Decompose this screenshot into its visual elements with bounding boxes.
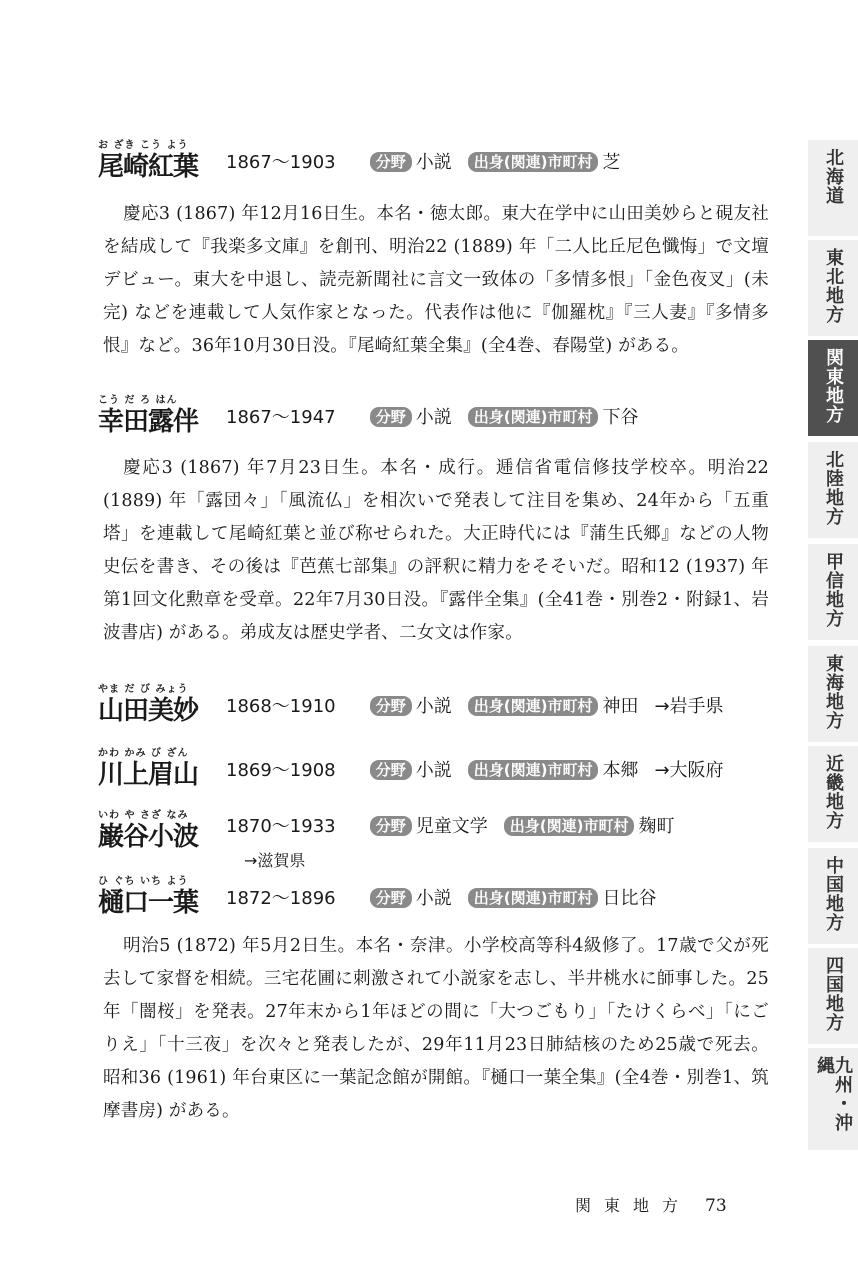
tab-tohoku[interactable]: 東北地方 [808, 240, 858, 338]
origin-tag: 出身(関連)市町村 [504, 816, 635, 836]
tab-kanto[interactable]: 関東地方 [808, 340, 858, 438]
author-name: 山田美妙 [98, 696, 199, 726]
field-tag: 分野 [370, 696, 412, 716]
field-tag: 分野 [370, 816, 412, 836]
name-ruby: かわ かみ び ざん [98, 748, 189, 759]
tab-shikoku[interactable]: 四国地方 [808, 948, 858, 1046]
field-value: 児童文学 [415, 816, 488, 837]
life-years: 1870～1933 [226, 816, 336, 837]
tab-koshin[interactable]: 甲信地方 [808, 544, 858, 642]
author-bio: 明治5 (1872) 年5月2日生。本名・奈津。小学校高等科4級修了。17歳で父が死去して家督を相続。三宅花圃に刺激されて小説家を志し、半井桃水に師事した。25年「闇桜」を発表。27年末から1年ほどの間に「大つごもり」「たけくらべ」「にごりえ」「十三夜」を次々と発表したが、29年11月23日肺結核のため25歳で死去。昭和36 (1961) 年台東区に一葉記念館が開館。『樋口一葉全集』(全4巻・別巻1、筑摩書房) がある。 [103, 936, 769, 1121]
life-years: 1868～1910 [226, 696, 336, 717]
origin-value: 日比谷 [602, 888, 657, 909]
author-entry-koda-rohan [98, 395, 778, 439]
origin-tag: 出身(関連)市町村 [468, 152, 599, 172]
name-ruby: ひ ぐち いち よう [98, 876, 189, 887]
field-value: 小説 [415, 696, 452, 717]
field-value: 小説 [415, 760, 452, 781]
field-tag: 分野 [370, 760, 412, 780]
author-entry-kawakami-bizan [98, 748, 778, 792]
field-tag: 分野 [370, 407, 412, 427]
field-tag: 分野 [370, 888, 412, 908]
tab-chugoku[interactable]: 中国地方 [808, 848, 858, 946]
author-entry-ozaki-koyo [98, 140, 778, 184]
author-entry-iwaya-sazanami [98, 810, 778, 870]
cross-reference-link[interactable]: →岩手県 [654, 696, 724, 717]
life-years: 1867～1903 [226, 152, 336, 173]
author-bio: 慶応3 (1867) 年12月16日生。本名・徳太郎。東大在学中に山田美妙らと硯友社を結成して『我楽多文庫』を創刊、明治22 (1889) 年「二人比丘尼色懺悔」で文壇デビュー。東大を中退し、読売新聞社に言文一致体の「多情多恨」「金色夜叉」(未完) などを連載して人気作家となった。代表作は他に『伽羅枕』『三人妻』『多情多恨』など。36年10月30日没。『尾崎紅葉全集』(全4巻、春陽堂) がある。 [103, 204, 769, 356]
tab-hokuriku[interactable]: 北陸地方 [808, 442, 858, 540]
author-name: 川上眉山 [98, 760, 199, 790]
field-tag: 分野 [370, 152, 412, 172]
name-ruby: こう だ ろ はん [98, 395, 178, 406]
cross-reference-link[interactable]: →滋賀県 [244, 851, 306, 870]
tab-hokkaido[interactable]: 北海道 [808, 140, 858, 238]
name-ruby: いわ や さざ なみ [98, 810, 189, 821]
life-years: 1872～1896 [226, 888, 336, 909]
life-years: 1869～1908 [226, 760, 336, 781]
author-name: 尾崎紅葉 [98, 152, 199, 182]
origin-value: 本郷 [602, 760, 639, 781]
page-number: 73 [705, 1196, 727, 1216]
origin-tag: 出身(関連)市町村 [468, 407, 599, 427]
tab-tokai[interactable]: 東海地方 [808, 646, 858, 744]
origin-value: 神田 [602, 696, 639, 717]
origin-value: 下谷 [602, 407, 639, 428]
author-entry-higuchi-ichiyo [98, 876, 778, 920]
name-ruby: やま だ び みょう [98, 684, 189, 695]
origin-value: 麹町 [638, 816, 675, 837]
origin-value: 芝 [602, 152, 621, 173]
origin-tag: 出身(関連)市町村 [468, 696, 599, 716]
field-value: 小説 [415, 152, 452, 173]
author-name: 幸田露伴 [98, 407, 199, 437]
author-name: 巌谷小波 [98, 822, 199, 852]
author-entry-yamada-bimyo [98, 684, 778, 728]
cross-reference-link[interactable]: →大阪府 [654, 760, 724, 781]
life-years: 1867～1947 [226, 407, 336, 428]
field-value: 小説 [415, 888, 452, 909]
author-bio: 慶応3 (1867) 年7月23日生。本名・成行。逓信省電信修技学校卒。明治22 (1889) 年「露団々」「風流仏」を相次いで発表して注目を集め、24年から「五重塔」を連載して尾崎紅葉と並び称せられた。大正時代には『蒲生氏郷』などの人物史伝を書き、その後は『芭蕉七部集』の評釈に精力をそそいだ。昭和12 (1937) 年第1回文化勲章を受章。22年7月30日没。『露伴全集』(全41巻・別巻2・附録1、岩波書店) がある。弟成友は歴史学者、二女文は作家。 [103, 458, 769, 643]
origin-tag: 出身(関連)市町村 [468, 760, 599, 780]
author-name: 樋口一葉 [98, 888, 199, 918]
tab-kyushu-okinawa[interactable]: 九州・沖縄 [808, 1048, 858, 1152]
footer-section-title: 関東地方 [575, 1196, 692, 1215]
tab-kinki[interactable]: 近畿地方 [808, 746, 858, 844]
field-value: 小説 [415, 407, 452, 428]
page-footer [575, 1193, 727, 1216]
name-ruby: お ざき こう よう [98, 140, 189, 151]
origin-tag: 出身(関連)市町村 [468, 888, 599, 908]
